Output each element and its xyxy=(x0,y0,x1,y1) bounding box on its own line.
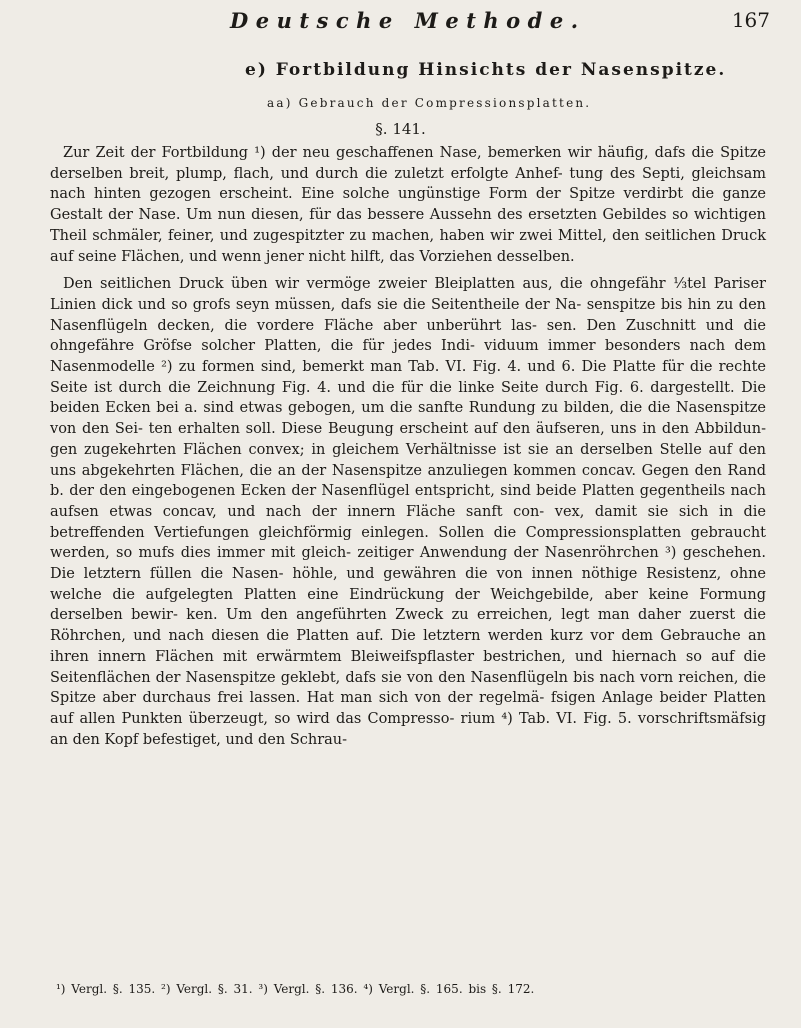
page-number: 167 xyxy=(731,8,770,32)
subsection-heading: aa) Gebrauch der Compressionsplatten. xyxy=(267,96,592,110)
paragraph-number: §. 141. xyxy=(375,120,426,138)
section-heading: e) Fortbildung Hinsichts der Nasenspitze. xyxy=(245,60,727,80)
footnotes: ¹) Vergl. §. 135. ²) Vergl. §. 31. ³) Vergl. §. 136. ⁴) Vergl. §. 165. bis §. 172. xyxy=(56,982,535,996)
running-head xyxy=(230,8,770,38)
paragraph: Den seitlichen Druck üben wir vermöge zweier Bleiplatten aus, die ohngefähr ⅓tel Pariser Linien dick und so grofs seyn müssen, dafs sie die Seitentheile der Na- senspitze bis hin zu den Nasenflügeln decken, die vordere Fläche aber unberührt las- sen. Den Zuschnitt und die ohngefähre Gröfse solcher Platten, die für jedes Indi- viduum immer besonders nach dem Nasenmodelle ²) zu formen sind, bemerkt man Tab. VI. Fig. 4. und 6. Die Platte für die rechte Seite ist durch die Zeichnung Fig. 4. und die für die linke Seite durch Fig. 6. dargestellt. Die beiden Ecken bei a. sind etwas gebogen, um die sanfte Rundung zu bilden, die die Nasenspitze von den Sei- ten erhalten soll. Diese Beugung erscheint auf den äufseren, uns in den Abbildun- gen zugekehrten Flächen convex; in gleichem Verhältnisse ist sie an derselben Stelle auf den uns abgekehrten Flächen, die an der Nasenspitze anzuliegen kommen concav. Gegen den Rand b. der den eingebogenen Ecken der Nasenflügel entspricht, sind beide Platten gegentheils nach aufsen etwas concav, und nach der innern Fläche sanft con- vex, damit sie sich in die betreffenden Vertiefungen gleichförmig einlegen. Sollen die Compressionsplatten gebraucht werden, so mufs dies immer mit gleich- zeitiger Anwendung der Nasenröhrchen ³) geschehen. Die letztern füllen die Nasen- höhle, und gewähren die von innen nöthige Resistenz, ohne welche die aufgelegten Platten eine Eindrückung der Weichgebilde, aber keine Formung derselben bewir- ken. Um den angeführten Zweck zu erreichen, legt man daher zuerst die Röhrchen, und nach diesen die Platten auf. Die letztern werden kurz vor dem Gebrauche an ihren innern Flächen mit erwärmtem Bleiweifspflaster bestrichen, und hiernach so auf die Seitenflächen der Nasenspitze geklebt, dafs sie von den Nasenflügeln bis nach vorn reichen, die Spitze aber durchaus frei lassen. Hat man sich von der regelmä- fsigen Anlage beider Platten auf allen Punkten überzeugt, so wird das Compresso- rium ⁴) Tab. VI. Fig. 5. vorschriftsmäfsig an den Kopf befestiget, und den Schrau- xyxy=(50,276,766,748)
paragraph: Zur Zeit der Fortbildung ¹) der neu geschaffenen Nase, bemerken wir häufig, dafs die Spitze derselben breit, plump, flach, und durch die zuletzt erfolgte Anhef- tung des Septi, gleichsam nach hinten gezogen erscheint. Eine solche ungünstige Form der Spitze verdirbt die ganze Gestalt der Nase. Um nun diesen, für das bessere Aussehn des ersetzten Gebildes so wichtigen Theil schmäler, feiner, und zugespitzter zu machen, haben wir zwei Mittel, den seitlichen Druck auf seine Flächen, und wenn jener nicht hilft, das Vorziehen desselben. xyxy=(50,145,766,265)
body-text xyxy=(50,143,766,750)
running-title: Deutsche Methode. xyxy=(230,8,586,33)
